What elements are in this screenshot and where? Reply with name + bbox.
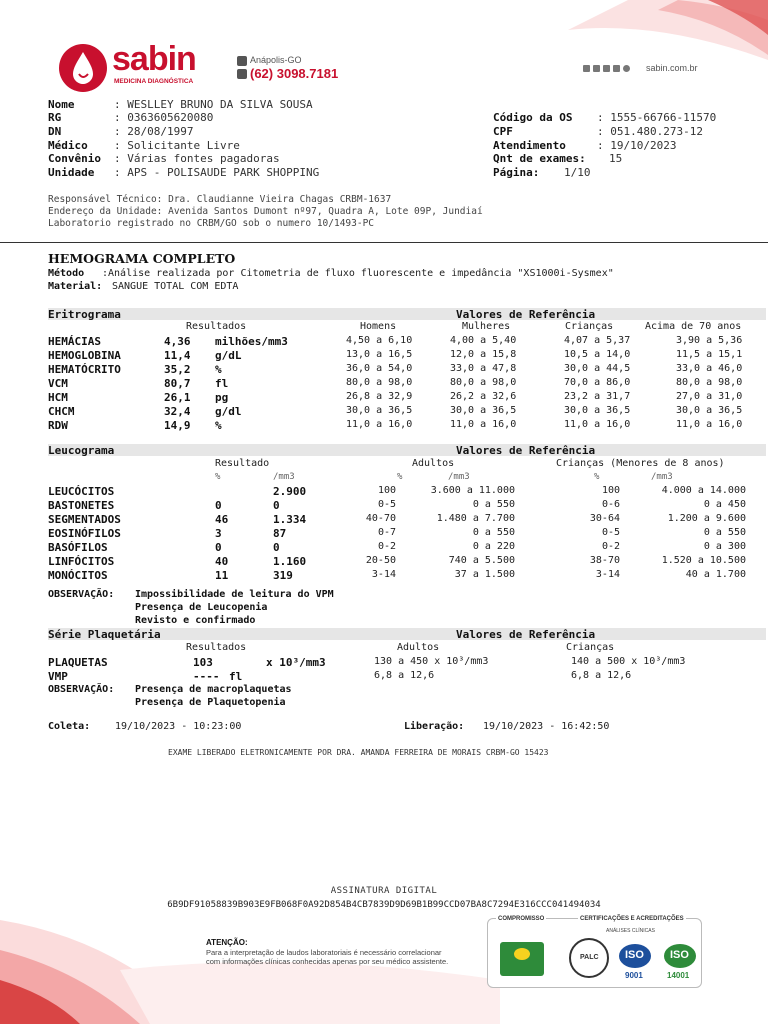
leuco-h-mm3-3: /mm3: [651, 472, 673, 482]
leuco-row-3-mm3: 87: [273, 527, 287, 540]
leuco-row-4-ap: 0-2: [377, 541, 396, 552]
plaq-row-0-value: 103: [193, 656, 213, 669]
eritro-row-6-h: 11,0 a 16,0: [346, 419, 413, 430]
eritro-row-3-value: 80,7: [164, 377, 191, 390]
nome-value: : WESLLEY BRUNO DA SILVA SOUSA: [114, 98, 313, 111]
medico-label: Médico: [48, 139, 88, 152]
eritro-row-2-a: 33,0 a 46,0: [676, 363, 743, 374]
eritro-row-6-unit: %: [215, 419, 222, 432]
leuco-row-3-cp: 0-5: [601, 527, 620, 538]
leuco-row-3-ap: 0-7: [377, 527, 396, 538]
eritro-row-3-h: 80,0 a 98,0: [346, 377, 413, 388]
leuco-h-criancas: Crianças (Menores de 8 anos): [556, 458, 725, 469]
eritro-row-6-m: 11,0 a 16,0: [450, 419, 517, 430]
eritro-row-6-c: 11,0 a 16,0: [564, 419, 631, 430]
eritro-row-5-name: CHCM: [48, 405, 75, 418]
eritro-row-4-c: 23,2 a 31,7: [564, 391, 631, 402]
leuco-h-pct-1: %: [215, 472, 221, 482]
leuco-row-2-cp: 30-64: [589, 513, 620, 524]
plaq-row-1-child: 6,8 a 12,6: [571, 670, 632, 681]
plaq-row-0-name: PLAQUETAS: [48, 656, 108, 669]
iso-14001-number: 14001: [667, 971, 690, 980]
eritro-row-1-m: 12,0 a 15,8: [450, 349, 517, 360]
eritro-h-homens: Homens: [360, 321, 397, 332]
plaq-obs-label: OBSERVAÇÃO:: [48, 684, 115, 695]
plaq-row-0-child: 140 a 500 x 10³/mm3: [571, 656, 686, 667]
leuco-row-1-pct: 0: [215, 499, 222, 512]
eritro-row-0-a: 3,90 a 5,36: [676, 335, 743, 346]
leuco-row-4-cp: 0-2: [601, 541, 620, 552]
leuco-row-6-ap: 3-14: [371, 569, 396, 580]
leuco-row-2-ap: 40-70: [365, 513, 396, 524]
top-right-decoration: [508, 0, 768, 70]
plaquetaria-title: Série Plaquetária: [48, 628, 161, 641]
metodo-label: Método: [48, 268, 85, 279]
leuco-h-mm3-1: /mm3: [273, 472, 295, 482]
leuco-row-0-am: 3.600 a 11.000: [430, 485, 515, 496]
eritro-row-3-m: 80,0 a 98,0: [450, 377, 517, 388]
leuco-row-1-name: BASTONETES: [48, 499, 115, 512]
eritro-row-5-m: 30,0 a 36,5: [450, 405, 517, 416]
eritro-row-0-m: 4,00 a 5,40: [450, 335, 517, 346]
iso-9001-number: 9001: [625, 971, 643, 980]
location-icon: [237, 56, 247, 66]
eritro-row-3-c: 70,0 a 86,0: [564, 377, 631, 388]
leuco-row-6-cp: 3-14: [595, 569, 620, 580]
youtube-icon: [593, 65, 600, 72]
eritrograma-ref-title: Valores de Referência: [456, 308, 596, 321]
eritro-h-resultados: Resultados: [186, 321, 247, 332]
eritro-row-2-unit: %: [215, 363, 222, 376]
eritro-row-4-unit: pg: [215, 391, 229, 404]
eritro-row-0-c: 4,07 a 5,37: [564, 335, 631, 346]
footer-decoration: [0, 910, 500, 1024]
leuco-row-1-mm3: 0: [273, 499, 280, 512]
dn-label: DN: [48, 125, 62, 138]
dn-value: : 28/08/1997: [114, 125, 194, 138]
certificacoes-label: CERTIFICAÇÕES E ACREDITAÇÕES: [580, 916, 684, 922]
plaquetaria-header: [48, 628, 766, 640]
responsavel-tecnico: Responsável Técnico: Dra. Claudianne Vieira Chagas CRBM-1637: [48, 194, 392, 205]
leuco-row-4-pct: 0: [215, 541, 222, 554]
leuco-row-1-cp: 0-6: [601, 499, 620, 510]
metodo-value: :Análise realizada por Citometria de fluxo fluorescente e impedância "XS1000i-Sysmex": [102, 268, 614, 279]
leuco-row-4-mm3: 0: [273, 541, 280, 554]
facebook-icon: [603, 65, 610, 72]
divider: [0, 242, 768, 243]
leuco-row-6-mm3: 319: [273, 569, 293, 582]
leuco-row-6-name: MONÓCITOS: [48, 569, 108, 582]
iso-9001-icon: [619, 944, 651, 968]
iso-14001-icon: [664, 944, 696, 968]
leuco-row-1-cm: 0 a 450: [703, 499, 746, 510]
eritro-row-6-value: 14,9: [164, 419, 191, 432]
leuco-row-5-ap: 20-50: [365, 555, 396, 566]
eritro-row-1-name: HEMOGLOBINA: [48, 349, 121, 362]
leucograma-header: [48, 444, 766, 456]
plaq-h-resultados: Resultados: [186, 642, 247, 653]
leuco-obs-2: Presença de Leucopenia: [135, 602, 268, 613]
plaq-h-criancas: Crianças: [566, 642, 615, 653]
eritro-row-1-a: 11,5 a 15,1: [676, 349, 743, 360]
brand-subtitle: MEDICINA DIAGNÓSTICA: [114, 78, 194, 85]
medico-value: : Solicitante Livre: [114, 139, 240, 152]
eritro-row-1-unit: g/dL: [215, 349, 242, 362]
pagina-value: 1/10: [564, 166, 591, 179]
qnt-exames-label: Qnt de exames:: [493, 152, 586, 165]
analises-clinicas-label: ANÁLISES CLÍNICAS: [606, 928, 655, 934]
leuco-obs-1: Impossibilidade de leitura do VPM: [135, 589, 334, 600]
registro-crbm: Laboratorio registrado no CRBM/GO sob o numero 10/1493-PC: [48, 218, 375, 229]
leuco-row-5-am: 740 a 5.500: [448, 555, 515, 566]
liberacao-value: 19/10/2023 - 16:42:50: [483, 721, 610, 732]
exam-title: HEMOGRAMA COMPLETO: [48, 251, 236, 266]
leuco-row-2-mm3: 1.334: [273, 513, 307, 526]
leuco-row-1-ap: 0-5: [377, 499, 396, 510]
eritro-h-mulheres: Mulheres: [462, 321, 511, 332]
os-value: : 1555-66766-11570: [597, 111, 717, 124]
leuco-row-1-am: 0 a 550: [472, 499, 515, 510]
leuco-row-0-cm: 4.000 a 14.000: [661, 485, 746, 496]
social-icons: [583, 65, 641, 73]
leuco-row-2-cm: 1.200 a 9.600: [667, 513, 746, 524]
eritro-row-0-unit: milhões/mm3: [215, 335, 288, 348]
plaq-row-1-adult: 6,8 a 12,6: [374, 670, 435, 681]
release-note: EXAME LIBERADO ELETRONICAMENTE POR DRA. AMANDA FERREIRA DE MORAIS CRBM-GO 15423: [168, 748, 549, 757]
globe-icon: [623, 65, 630, 72]
qnt-exames-value: 15: [609, 152, 623, 165]
plaq-row-0-unit: x 10³/mm3: [266, 656, 326, 669]
plaq-row-1-unit: fl: [229, 670, 243, 683]
leuco-row-5-cp: 38-70: [589, 555, 620, 566]
leuco-row-5-name: LINFÓCITOS: [48, 555, 115, 568]
atendimento-value: : 19/10/2023: [597, 139, 677, 152]
plaquetaria-ref-title: Valores de Referência: [456, 628, 596, 641]
leuco-row-6-am: 37 a 1.500: [454, 569, 515, 580]
leuco-h-adultos: Adultos: [412, 458, 455, 469]
eritro-row-4-name: HCM: [48, 391, 68, 404]
eritro-row-0-h: 4,50 a 6,10: [346, 335, 413, 346]
leuco-row-0-mm3: 2.900: [273, 485, 307, 498]
eritro-row-2-h: 36,0 a 54,0: [346, 363, 413, 374]
atendimento-label: Atendimento: [493, 139, 566, 152]
eritro-row-5-h: 30,0 a 36,5: [346, 405, 413, 416]
unidade-value: : APS - POLISAUDE PARK SHOPPING: [114, 166, 320, 179]
eritrograma-title: Eritrograma: [48, 308, 121, 321]
atencao-line1: Para a interpretação de laudos laboratoriais é necessário correlacionar: [206, 948, 442, 957]
eritro-row-0-name: HEMÁCIAS: [48, 335, 101, 348]
unidade-label: Unidade: [48, 166, 95, 179]
iso-14001-label: ISO: [670, 949, 689, 961]
leuco-row-2-pct: 46: [215, 513, 229, 526]
leuco-row-3-pct: 3: [215, 527, 222, 540]
rg-value: : 0363605620080: [114, 111, 214, 124]
plaq-obs-2: Presença de Plaquetopenia: [135, 697, 286, 708]
eritro-row-4-h: 26,8 a 32,9: [346, 391, 413, 402]
instagram-icon: [613, 65, 620, 72]
leuco-obs-3: Revisto e confirmado: [135, 615, 256, 626]
eritro-row-5-a: 30,0 a 36,5: [676, 405, 743, 416]
palc-seal-icon: [569, 938, 609, 978]
leuco-h-pct-2: %: [397, 472, 403, 482]
cpf-label: CPF: [493, 125, 513, 138]
os-label: Código da OS: [493, 111, 573, 124]
leuco-row-3-am: 0 a 550: [472, 527, 515, 538]
eritro-row-4-m: 26,2 a 32,6: [450, 391, 517, 402]
phone-icon: [237, 69, 247, 79]
rg-label: RG: [48, 111, 62, 124]
leuco-row-6-pct: 11: [215, 569, 229, 582]
sabin-logo: [57, 42, 109, 94]
atencao-line2: com informações clínicas conhecidas apenas por seu médico assistente.: [206, 957, 449, 966]
leucograma-title: Leucograma: [48, 444, 115, 457]
convenio-label: Convênio: [48, 152, 101, 165]
leuco-row-4-name: BASÓFILOS: [48, 541, 108, 554]
plaq-row-0-adult: 130 a 450 x 10³/mm3: [374, 656, 489, 667]
eritro-row-2-value: 35,2: [164, 363, 191, 376]
coleta-label: Coleta:: [48, 721, 91, 732]
cpf-value: : 051.480.273-12: [597, 125, 703, 138]
eritro-row-0-value: 4,36: [164, 335, 191, 348]
plaq-row-1-name: VMP: [48, 670, 68, 683]
leuco-row-5-cm: 1.520 a 10.500: [661, 555, 746, 566]
leucograma-ref-title: Valores de Referência: [456, 444, 596, 457]
material-label: Material:: [48, 281, 103, 292]
eritro-row-5-c: 30,0 a 36,5: [564, 405, 631, 416]
eritro-row-2-c: 30,0 a 44,5: [564, 363, 631, 374]
plaq-h-adultos: Adultos: [397, 642, 440, 653]
palc-label: PALC: [580, 954, 599, 961]
eritro-row-4-a: 27,0 a 31,0: [676, 391, 743, 402]
eritro-h-acima70: Acima de 70 anos: [645, 321, 742, 332]
eritro-row-5-value: 32,4: [164, 405, 191, 418]
eritro-row-3-a: 80,0 a 98,0: [676, 377, 743, 388]
iso-9001-label: ISO: [625, 949, 644, 961]
signature-hash: 6B9DF91058839B903E9FB068F0A92D854B4CB7839D9D69B1B99CCD07BA8C7294E316CCC041494034: [167, 900, 601, 910]
eritro-row-2-name: HEMATÓCRITO: [48, 363, 121, 376]
leuco-row-3-name: EOSINÓFILOS: [48, 527, 121, 540]
eritro-row-1-value: 11,4: [164, 349, 191, 362]
leuco-row-5-pct: 40: [215, 555, 229, 568]
leuco-row-3-cm: 0 a 550: [703, 527, 746, 538]
leuco-row-2-name: SEGMENTADOS: [48, 513, 121, 526]
compromisso-badge-icon: [500, 942, 544, 976]
signature-title: ASSINATURA DIGITAL: [330, 886, 438, 896]
material-value: SANGUE TOTAL COM EDTA: [112, 281, 239, 292]
leuco-row-0-cp: 100: [601, 485, 620, 496]
eritro-row-3-name: VCM: [48, 377, 68, 390]
leuco-h-resultado: Resultado: [215, 458, 270, 469]
compromisso-label: COMPROMISSO: [498, 916, 545, 922]
city: Anápolis-GO: [250, 55, 302, 65]
leuco-row-2-am: 1.480 a 7.700: [436, 513, 515, 524]
eritro-row-1-h: 13,0 a 16,5: [346, 349, 413, 360]
eritro-row-6-name: RDW: [48, 419, 68, 432]
nome-label: Nome: [48, 98, 75, 111]
eritro-row-1-c: 10,5 a 14,0: [564, 349, 631, 360]
atencao-title: ATENÇÃO:: [206, 938, 248, 947]
leuco-row-0-name: LEUCÓCITOS: [48, 485, 115, 498]
eritro-row-3-unit: fl: [215, 377, 229, 390]
eritrograma-header: [48, 308, 766, 320]
leuco-row-6-cm: 40 a 1.700: [685, 569, 746, 580]
endereco-unidade: Endereço da Unidade: Avenida Santos Dumont nº97, Quadra A, Lote 09P, Jundiaí: [48, 206, 483, 217]
brand-name: sabin: [112, 40, 196, 78]
leuco-h-mm3-2: /mm3: [448, 472, 470, 482]
convenio-value: : Várias fontes pagadoras: [114, 152, 280, 165]
eritro-h-criancas: Crianças: [565, 321, 614, 332]
phone: (62) 3098.7181: [250, 66, 339, 81]
leuco-row-0-ap: 100: [377, 485, 396, 496]
leuco-h-pct-3: %: [594, 472, 600, 482]
leuco-row-5-mm3: 1.160: [273, 555, 307, 568]
liberacao-label: Liberação:: [404, 721, 465, 732]
eritro-row-4-value: 26,1: [164, 391, 191, 404]
eritro-row-6-a: 11,0 a 16,0: [676, 419, 743, 430]
linkedin-icon: [583, 65, 590, 72]
leuco-row-4-am: 0 a 220: [472, 541, 515, 552]
coleta-value: 19/10/2023 - 10:23:00: [115, 721, 242, 732]
leuco-obs-label: OBSERVAÇÃO:: [48, 589, 115, 600]
eritro-row-2-m: 33,0 a 47,8: [450, 363, 517, 374]
pagina-label: Página:: [493, 166, 540, 179]
eritro-row-5-unit: g/dl: [215, 405, 242, 418]
plaq-row-1-value: ----: [193, 670, 220, 683]
website: sabin.com.br: [646, 63, 698, 73]
plaq-obs-1: Presença de macroplaquetas: [135, 684, 292, 695]
leuco-row-4-cm: 0 a 300: [703, 541, 746, 552]
